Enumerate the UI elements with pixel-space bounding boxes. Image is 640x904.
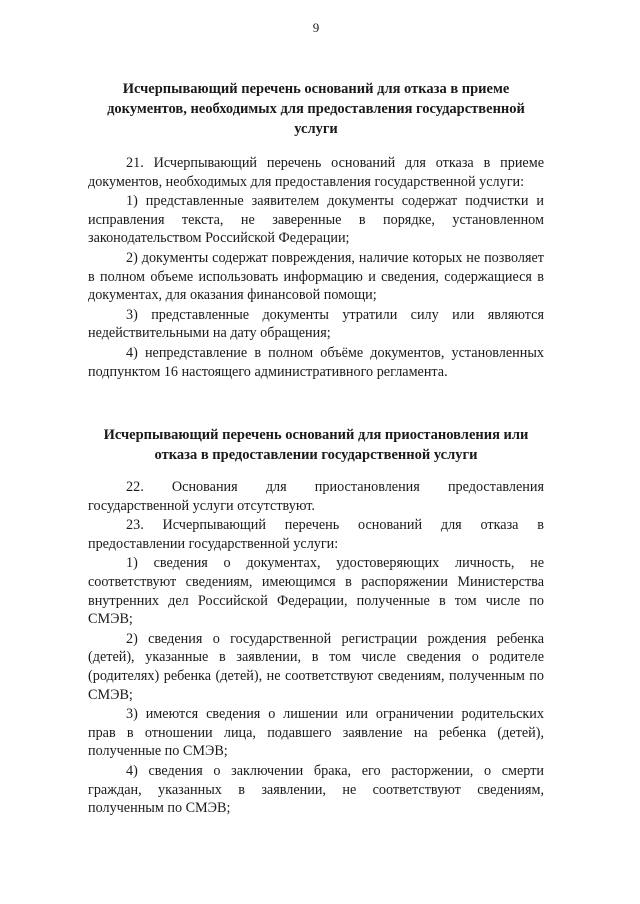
page-number: 9 xyxy=(312,20,320,35)
list-item: 4) сведения о заключении брака, его расторжении, о смерти граждан, указанных в заявлении, не соответствуют сведениям, полученным по СМЭВ; xyxy=(88,762,544,817)
list-item: 3) имеются сведения о лишении или ограничении родительских прав в отношении лица, подавшего заявление на ребенка (детей), полученные по СМЭВ; xyxy=(88,706,544,760)
list-item: 2) документы содержат повреждения, наличие которых не позволяет в полном объеме использовать информацию и сведения, содержащиеся в документах, для оказания финансовой помощи; xyxy=(88,249,544,304)
list-item: 1) представленные заявителем документы содержат подчистки и исправления текста, не заверенные в порядке, установленном законодательством Российской Федерации; xyxy=(88,193,544,247)
paragraph: 23. Исчерпывающий перечень оснований для отказа в предоставлении государственной услуги: xyxy=(88,517,544,552)
section-heading-refusal-acceptance: Исчерпывающий перечень оснований для отказа в приеме документов, необходимых для предоставления государственной услуги xyxy=(107,81,525,137)
section-body-refusal-acceptance xyxy=(88,154,544,382)
paragraph: 22. Основания для приостановления предоставления государственной услуги отсутствуют. xyxy=(88,479,544,514)
list-item: 2) сведения о государственной регистрации рождения ребенка (детей), указанные в заявлении, в том числе сведения о родителе (родителях) ребенка (детей), не соответствуют сведениям, полученным по СМЭВ; xyxy=(88,630,544,703)
list-item: 3) представленные документы утратили силу или являются недействительными на дату обращения; xyxy=(88,306,544,342)
section-heading-suspension-refusal: Исчерпывающий перечень оснований для приостановления или отказа в предоставлении государственной услуги xyxy=(103,427,529,463)
paragraph: 21. Исчерпывающий перечень оснований для отказа в приеме документов, необходимых для предоставления государственной услуги: xyxy=(88,155,544,190)
list-item: 4) непредставление в полном объёме документов, установленных подпунктом 16 настоящего административного регламента. xyxy=(88,344,544,380)
list-item: 1) сведения о документах, удостоверяющих личность, не соответствуют сведениям, имеющимся в распоряжении Министерства внутренних дел Российской Федерации, полученные в том числе по СМЭВ; xyxy=(88,555,544,628)
section-body-suspension-refusal xyxy=(88,478,544,819)
